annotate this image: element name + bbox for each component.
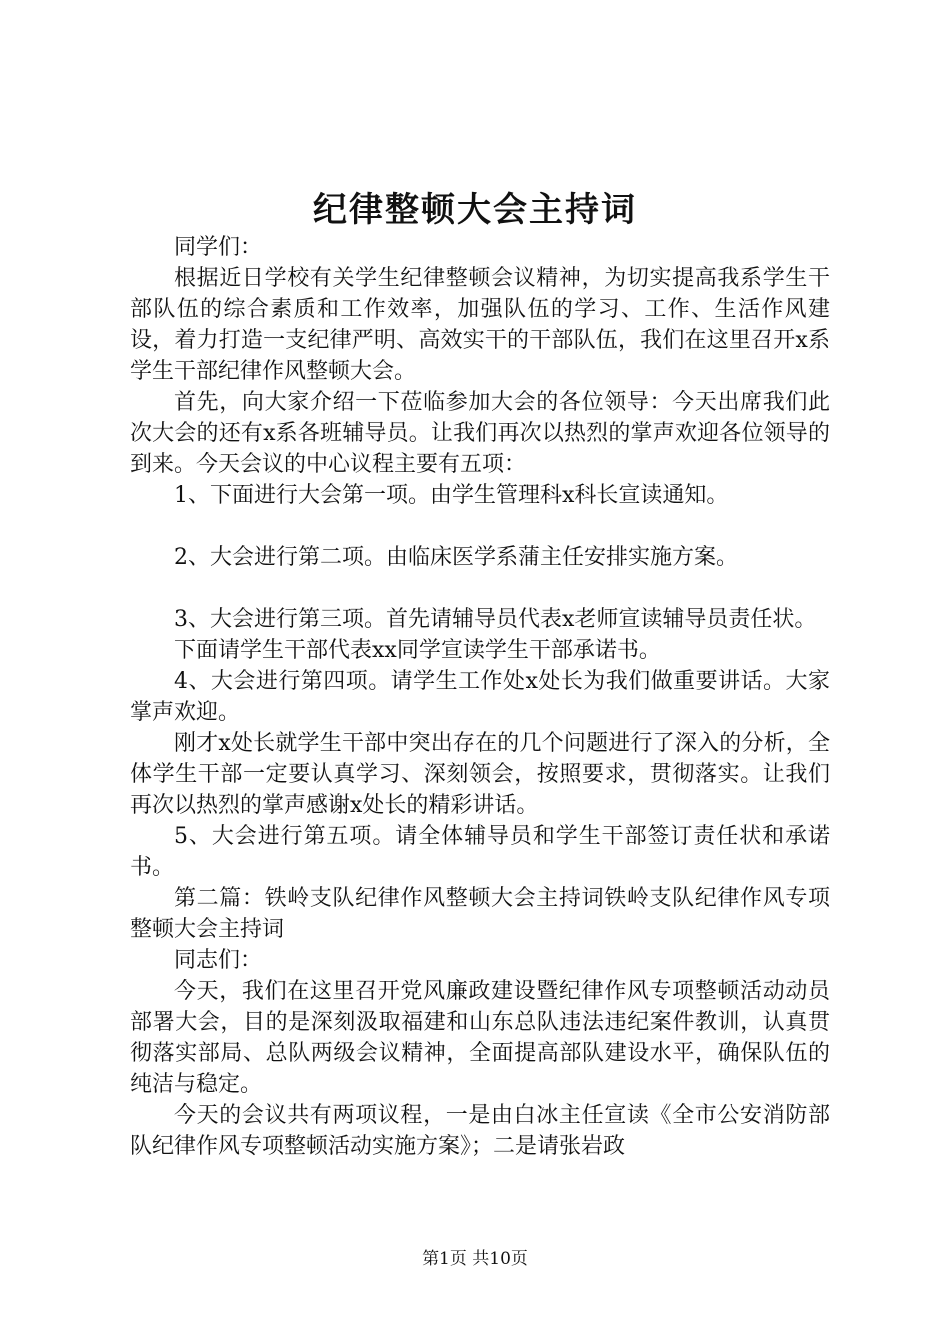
paragraph-greeting: 同志们： [174, 948, 263, 973]
section-heading: 第二篇：铁岭支队纪律作风整顿大会主持词铁岭支队纪律作风专项整顿大会主持词 [130, 886, 830, 942]
document-title: 纪律整顿大会主持词 [313, 190, 637, 230]
paragraph: 今天的会议共有两项议程，一是由白冰主任宣读《全市公安消防部队纪律作风专项整顿活动实施方案》；二是请张岩政 [130, 1103, 830, 1159]
document-body [130, 232, 830, 1162]
agenda-item-4: 4、大会进行第四项。请学生工作处x处长为我们做重要讲话。大家掌声欢迎。 [130, 669, 830, 725]
paragraph: 根据近日学校有关学生纪律整顿会议精神，为切实提高我系学生干部队伍的综合素质和工作效率，加强队伍的学习、工作、生活作风建设，着力打造一支纪律严明、高效实干的干部队伍，我们在这里召开x系学生干部纪律作风整顿大会。 [130, 266, 830, 384]
agenda-item-5: 5、大会进行第五项。请全体辅导员和学生干部签订责任状和承诺书。 [130, 824, 830, 880]
paragraph: 首先，向大家介绍一下莅临参加大会的各位领导：今天出席我们此次大会的还有x系各班辅导员。让我们再次以热烈的掌声欢迎各位领导的到来。今天会议的中心议程主要有五项： [130, 390, 830, 477]
paragraph: 今天，我们在这里召开党风廉政建设暨纪律作风专项整顿活动动员部署大会，目的是深刻汲取福建和山东总队违法违纪案件教训，认真贯彻落实部局、总队两级会议精神，全面提高部队建设水平，确保队伍的纯洁与稳定。 [130, 979, 830, 1097]
paragraph: 下面请学生干部代表xx同学宣读学生干部承诺书。 [174, 638, 661, 663]
agenda-item-2: 2、大会进行第二项。由临床医学系蒲主任安排实施方案。 [174, 545, 738, 570]
agenda-item-1: 1、下面进行大会第一项。由学生管理科x科长宣读通知。 [174, 483, 729, 508]
paragraph: 刚才x处长就学生干部中突出存在的几个问题进行了深入的分析，全体学生干部一定要认真学习、深刻领会，按照要求，贯彻落实。让我们再次以热烈的掌声感谢x处长的精彩讲话。 [130, 731, 830, 818]
paragraph-greeting: 同学们： [174, 235, 263, 260]
agenda-item-3: 3、大会进行第三项。首先请辅导员代表x老师宣读辅导员责任状。 [174, 607, 817, 632]
page-footer: 第1页 共10页 [422, 1249, 528, 1269]
